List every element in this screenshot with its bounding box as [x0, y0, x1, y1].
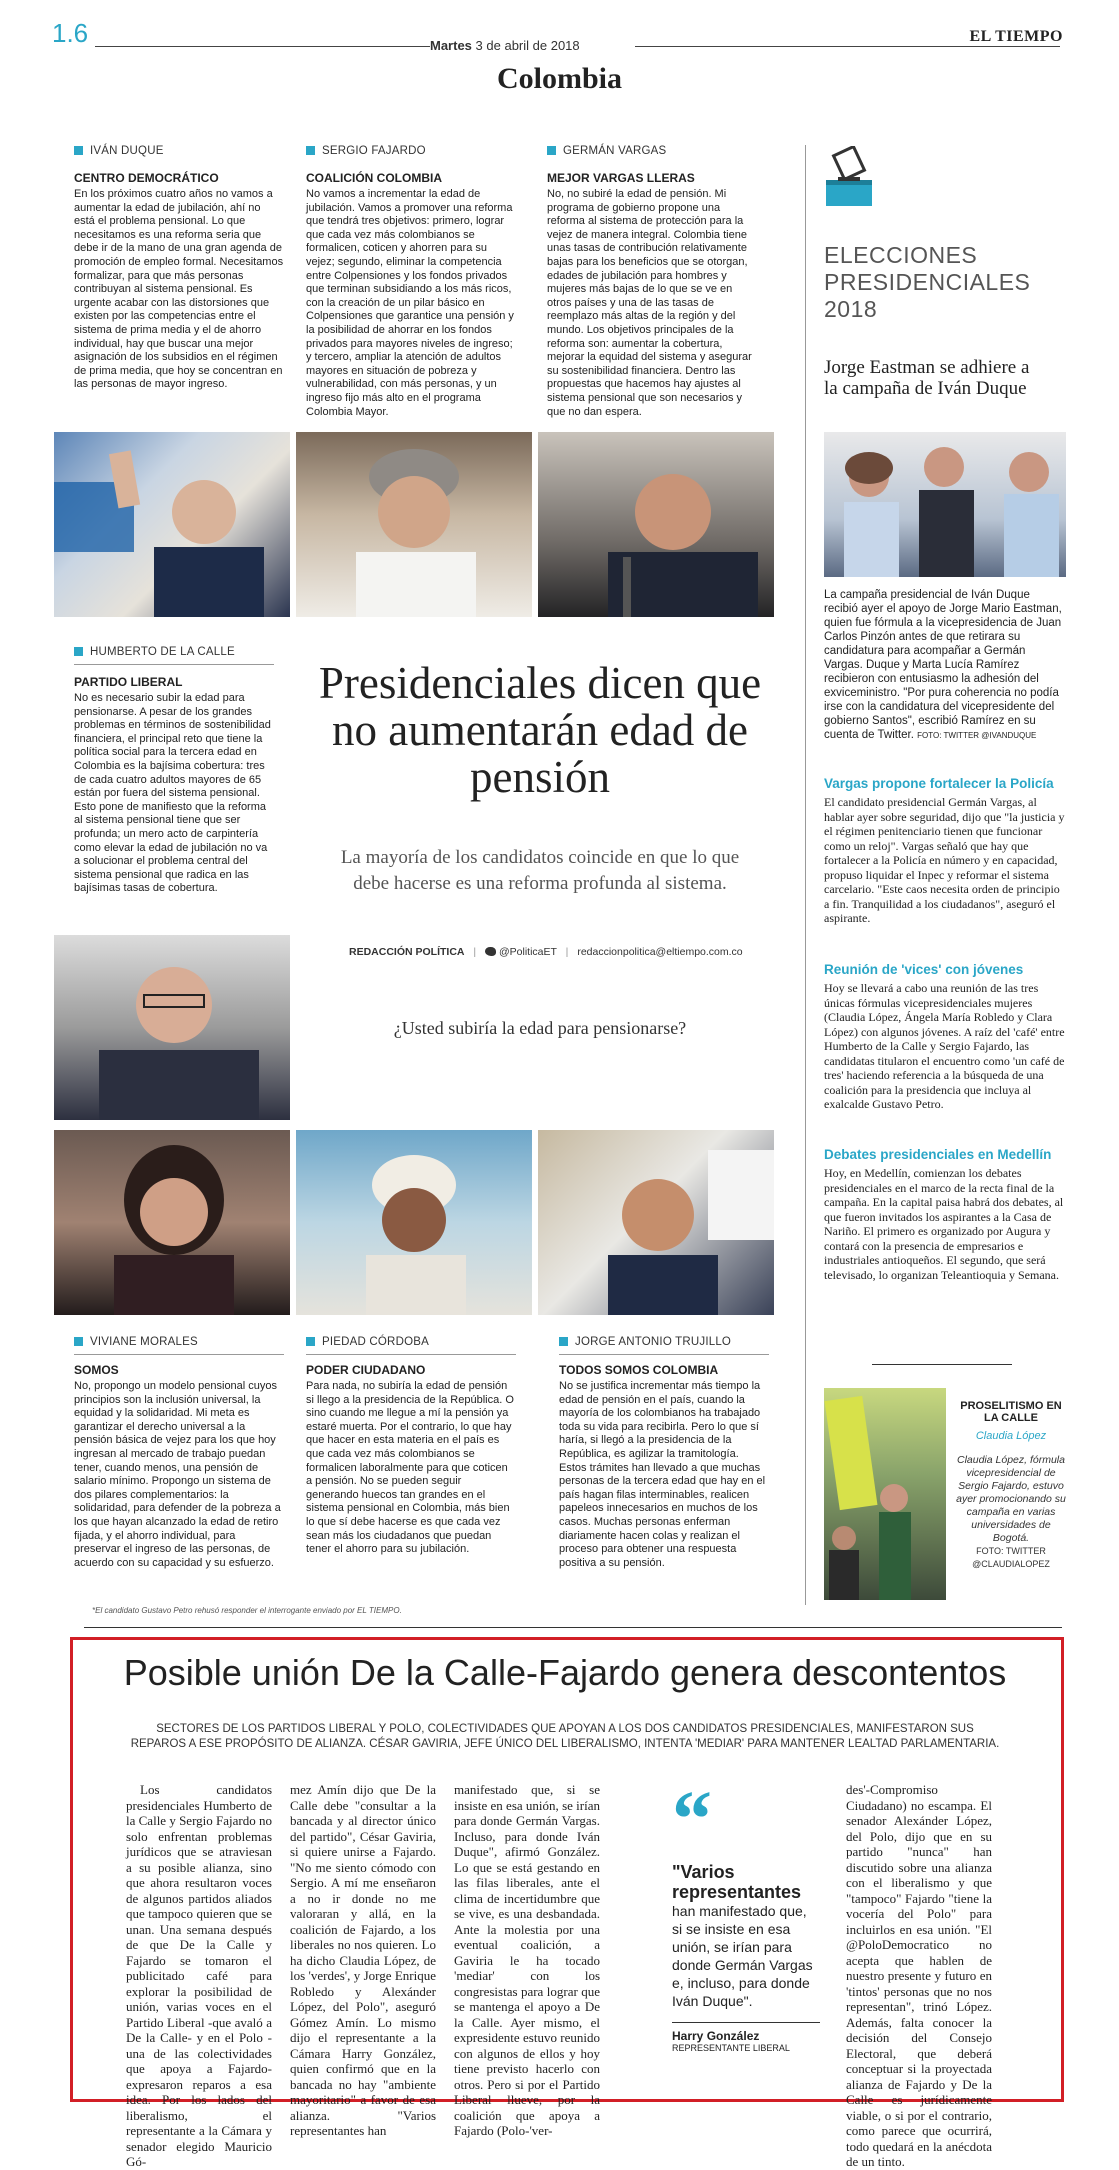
caption-name: Claudia López: [975, 1430, 1047, 1442]
candidate-party: TODOS SOMOS COLOMBIA: [559, 1363, 719, 1377]
photo-eastman-duque: [824, 432, 1066, 577]
pull-quote: [672, 1776, 820, 2053]
main-deck: La mayoría de los candidatos coincide en que lo que debe hacerse es una reforma profunda al sistema.: [340, 847, 740, 894]
candidate-party: SOMOS: [74, 1363, 119, 1377]
box-headline: Posible unión De la Calle-Fajardo genera descontentos: [123, 1652, 1007, 1693]
byline: REDACCIÓN POLÍTICA | @PoliticaET | redaccionpolitica@eltiempo.com.co: [349, 946, 743, 958]
page-number: 1.6: [52, 18, 89, 48]
cordoba-figure: [296, 1130, 532, 1315]
quote-text: han manifestado que, si se insiste en esa unión, se irían para donde Germán Vargas e, incluso, para donde Iván Duque".: [672, 1903, 813, 2009]
candidate-name: HUMBERTO DE LA CALLE: [74, 646, 274, 658]
candidate-answer: No, propongo un modelo pensional cuyos principios son la inclusión universal, la equidad y la solidaridad. Mi meta es garantizar el derecho universal a la pensión básica de vejez para los que hoy ingresan al mercado de trabajo puedan tener, cuando menos, una pensión de salario mínimo. Propongo un sistema de dos pilares complementarios: la solidaridad, para defender de la pobreza a los que hayan alcanzado la edad de retiro fijada, y el ahorro individual, para preservar el ingreso de las personas, de acuerdo con su capacidad y su esfuerzo.: [74, 1380, 281, 1569]
main-headline: Presidenciales dicen que no aumentarán edad de pensión: [318, 658, 762, 802]
delacalle-figure: [54, 935, 290, 1120]
sidebar-subhead-vargas: Vargas propone fortalecer la Policía: [824, 776, 1054, 791]
sidebar-text-1: La campaña presidencial de Iván Duque recibió ayer el apoyo de Jorge Mario Eastman, quien fue fórmula a la vicepresidencia de Juan Carlos Pinzón antes de que retirara su candidatura para acompañar a Germán Vargas. Duque y Marta Lucía Ramírez recibieron con entusiasmo la adhesión del exviceministro. "Por pura coherencia no podía irse con la candidatura del vicepresidente del gobierno Santos", escribió Ramírez en su cuenta de Twitter. FOTO: TWITTER @IVANDUQUE: [824, 589, 1062, 741]
quote-mark-icon: “: [672, 1776, 712, 1864]
lopez-crowd-figures: [824, 1388, 946, 1600]
candidate-answer: En los próximos cuatro años no vamos a aumentar la edad de jubilación, ahí no está el problema pensional. Lo que necesitamos es una reforma seria que debe ir de la mano de una gran agenda de promoción de empleo formal. Necesitamos formalizar, para que más personas contribuyan al sistema pensional. Es urgente acabar con las distorsiones que existen por las competencias entre el sistema de prima media y el de ahorro individual, hay que buscar una mejor asignación de los subsidios en el régimen de prima media, que hoy se concentran en las personas de mayor ingreso.: [74, 188, 284, 391]
column-divider: [805, 145, 806, 1605]
morales-figure: [54, 1130, 290, 1315]
candidate-answer: Para nada, no subiría la edad de pensión si llego a la presidencia de la República. O sino cuando me llegue a mí la pensión ya estaré muerta. Por el contrario, lo que hay que hacer en esta materia en el país es que cada vez más colombianos se formalicen laboralmente para que coticen a pensión. No se pueden seguir generando huecos tan grandes en el sistema pensional en Colombia, más bien lo que sí debe hacerse es que cada vez sean más los ciudadanos que puedan tener el ahorro para su jubilación.: [306, 1380, 514, 1556]
candidate-block-fajardo: [306, 145, 516, 419]
candidate-answer: No se justifica incrementar más tiempo la edad de pensión en el país, cuando la mayoría de los colombianos ha trabajado toda su vida para recibirla. Pero lo que sí haría, si llegó a la presidencia de la República, es agilizar la tramitología. Estos trámites han llevado a que muchas personas de la tercera edad que hay en el país hagan filas interminables, realicen papeleos innecesarios en muchos de los casos. Muchas personas enferman diariamente hacen colas y realizan el proceso para obtener una respuesta positiva a su pensión.: [559, 1380, 766, 1569]
candidate-name: JORGE ANTONIO TRUJILLO: [559, 1336, 769, 1348]
candidate-name: VIVIANE MORALES: [74, 1336, 284, 1348]
sidebar-subhead-debates: Debates presidenciales en Medellín: [824, 1147, 1052, 1162]
box-column-2: mez Amín dijo que De la Calle debe "consultar a la bancada y al director único del partido", César Gaviria, si quiere unirse a Fajardo. "No me siento cómodo con Sergio. A mí me enseñaron a no ir donde no me valoraran y allá, en la coalición de Fajardo, a los liberales no nos quieren. Lo ha dicho Claudia López, de los 'verdes', y Jorge Enrique Robledo y Alexánder López, del Polo", aseguró Gómez Amín. Lo mismo dijo el representante a la Cámara Harry González, quien confirmó que en la bancada no hay "ambiente mayoritario" a favor de esa alianza. "Varios representantes han: [290, 1782, 436, 2138]
box-deck: SECTORES DE LOS PARTIDOS LIBERAL Y POLO, COLECTIVIDADES QUE APOYAN A LOS DOS CANDIDATOS PRESIDENCIALES, MANIFESTARON SUS REPAROS A ESE PROPÓSITO DE ALIANZA. CÉSAR GAVIRIA, JEFE ÚNICO DEL LIBERALISMO, INTENTA 'MEDIAR' PARA MANTENER LEALTAD PARLAMENTARIA.: [130, 1723, 1000, 1750]
photo-claudia-lopez: [824, 1388, 946, 1600]
date-day: Martes: [430, 38, 472, 53]
box-column-1: Los candidatos presidenciales Humberto de la Calle y Sergio Fajardo no solo enfrentan problemas jurídicos que se atraviesan a su posible alianza, sino que ahora resultaron voces de algunos partidos aliados que tampoco quieren que se unan. Una semana después de que De la Calle y Fajardo se tomaron el publicitado café para explorar la posibilidad de unión, varias voces en el Partido Liberal -que avaló a De la Calle- y en el Polo -una de las colectividades que apoya a Fajardo- expresaron reparos a esa idea. Por los lados del liberalismo, el representante a la Cámara y senador elegido Mauricio Gó-: [126, 1782, 272, 2169]
photo-humberto-de-la-calle: [54, 935, 290, 1120]
byline-desk: REDACCIÓN POLÍTICA: [349, 946, 465, 958]
candidate-name: SERGIO FAJARDO: [306, 145, 516, 157]
candidate-answer: No vamos a incrementar la edad de jubilación. Vamos a promover una reforma que tendrá tres objetivos: primero, lograr que cada vez más colombianos se formalicen, coticen y ahorren para su vejez; segundo, eliminar la competencia entre Colpensiones y los fondos privados que terminan subsidiando a los más ricos, con la creación de un pilar básico en Colpensiones que garantice una pensión y la posibilidad de ahorrar en los fondos privados para mayores niveles de ingreso; y tercero, ampliar la atención de adultos mayores en situación de pobreza y vulnerabilidad, con más personas, y un ingreso fijo más alto en el programa Colombia Mayor.: [306, 188, 514, 418]
candidate-block-trujillo: [559, 1336, 769, 1570]
byline-email[interactable]: redaccionpolitica@eltiempo.com.co: [577, 946, 743, 958]
caption-text: Claudia López, fórmula vicepresidencial de Sergio Fajardo, estuvo ayer promocionando su campaña en varias universidades de Bogotá.: [956, 1454, 1066, 1544]
candidate-block-vargas: [547, 145, 757, 419]
box-column-3: manifestado que, si se insiste en esa unión, se irían para donde Germán Vargas. Incluso, para donde Iván Duque", afirmó González. Lo que se está gestando en las filas liberales, ante el clima de incertidumbre que se vive, es una desbandada. Ante la molestia por una eventual coalición, a Gaviria le ha tocado 'mediar' con los congresistas para lograr que se mantenga el apoyo a De la Calle. Ayer mismo, el expresidente estuvo reunido con algunos de ellos y hoy tiene previsto hacerlo con otros. Pero si por el Partido Liberal llueve, por la coalición que apoya a Fajardo (Polo-'ver-: [454, 1782, 600, 2138]
vargas-figure: [538, 432, 774, 617]
section-title: Colombia: [496, 62, 622, 95]
candidate-party: MEJOR VARGAS LLERAS: [547, 171, 695, 185]
photo-jorge-antonio-trujillo: [538, 1130, 774, 1315]
candidate-party: COALICIÓN COLOMBIA: [306, 171, 442, 185]
main-question: ¿Usted subiría la edad para pensionarse?: [393, 1018, 687, 1038]
twitter-icon: [485, 947, 496, 956]
sidebar-divider: [872, 1364, 1012, 1365]
eastman-duque-figures: [824, 432, 1066, 577]
candidate-block-cordoba: [306, 1336, 516, 1557]
caption-credit: FOTO: TWITTER @CLAUDIALOPEZ: [972, 1546, 1050, 1569]
sidebar-text-vargas: El candidato presidencial Germán Vargas, al hablar ayer sobre seguridad, dijo que "la justicia y el régimen penitenciario tienen que funcionar como un reloj". Vargas señaló que hay que fortalecer a la Policía en número y en capacidad, propuso liquidar el Inpec y reformar el sistema carcelario. "Este caos necesita orden de principio a fin. Tranquilidad a los ciudadanos", aseguró el aspirante.: [824, 795, 1065, 925]
dateline: [430, 38, 580, 53]
sidebar-headline: Jorge Eastman se adhiere a la campaña de Iván Duque: [824, 357, 1030, 399]
candidate-name: IVÁN DUQUE: [74, 145, 284, 157]
photo-credit: FOTO: TWITTER @IVANDUQUE: [917, 731, 1037, 740]
candidate-name: PIEDAD CÓRDOBA: [306, 1336, 516, 1348]
photo-piedad-cordoba: [296, 1130, 532, 1315]
fajardo-figure: [296, 432, 532, 617]
header-rule-left: [95, 46, 430, 47]
candidate-answer: No es necesario subir la edad para pensionarse. A pesar de los grandes problemas en términos de sostenibilidad financiera, el principal reto que tiene la política social para la tercera edad en Colombia es la bajísima cobertura: tres de cada cuatro adultos mayores de 65 están por fuera del sistema pensional. Esto pone de manifiesto que la reforma al sistema pensional tiene que ser profunda; un mero acto de carpintería como elevar la edad de jubilación no va a solucionar el problema central del sistema pensional que radica en las bajísimas tasas de cobertura.: [74, 692, 271, 895]
candidate-party: CENTRO DEMOCRÁTICO: [74, 171, 219, 185]
header-rule-right: [635, 46, 1060, 47]
date-rest: 3 de abril de 2018: [475, 38, 580, 53]
candidate-block-morales: [74, 1336, 284, 1570]
candidate-name: GERMÁN VARGAS: [547, 145, 757, 157]
candidate-answer: No, no subiré la edad de pensión. Mi programa de gobierno propone una reforma al sistema de protección para la vejez de manera integral. Colombia tiene unas tasas de contribución relativamente bajas para los beneficios que se otorgan, edades de jubilación para hombres y mujeres más bajas de lo que se ve en otros países y una de las tasas de reemplazo más altas de la región y del mundo. Los objetivos principales de la reforma son: aumentar la cobertura, mejorar la equidad del sistema y asegurar su sostenibilidad financiera. Dentro las propuestas que hacemos hay ajustes al sistema pensional que son necesarios y que no dan espera.: [547, 188, 752, 418]
byline-twitter[interactable]: @PoliticaET: [499, 946, 557, 958]
photo-sergio-fajardo: [296, 432, 532, 617]
masthead: EL TIEMPO: [969, 28, 1063, 45]
duque-figure: [54, 432, 290, 617]
quote-author: Harry González: [672, 2029, 760, 2043]
photo-caption-block: [952, 1400, 1070, 1571]
candidate-party: PODER CIUDADANO: [306, 1363, 426, 1377]
candidate-party: PARTIDO LIBERAL: [74, 675, 183, 689]
photo-ivan-duque: [54, 432, 290, 617]
quote-lead: "Varios representantes: [672, 1862, 802, 1902]
sidebar-text-vices: Hoy se llevará a cabo una reunión de las tres únicas fórmulas vicepresidenciales mujeres (Claudia López, Ángela María Robledo y Clara López) con algunos jóvenes. A raíz del 'café' entre Humberto de la Calle y Sergio Fajardo, las candidatas titularon el encuentro como 'un café de tres' haciendo referencia a la búsqueda de una coalición para la presidencia que incluya al exalcalde Gustavo Petro.: [824, 981, 1065, 1111]
elections-label: ELECCIONES PRESIDENCIALES 2018: [824, 242, 1031, 322]
box-top-rule: [84, 1627, 1062, 1628]
footnote: *El candidato Gustavo Petro rehusó responder el interrogante enviado por EL TIEMPO.: [92, 1606, 402, 1615]
quote-role: REPRESENTANTE LIBERAL: [672, 2043, 790, 2053]
candidate-block-duque: [74, 145, 284, 392]
sidebar-text-debates: Hoy, en Medellín, comienzan los debates presidenciales en el marco de la recta final de la campaña. En la capital paisa habrá dos debates, al que fueron invitados los aspirantes a la Casa de Nariño. El primero es organizado por Augura y contará con la presencia de empresarios e industriales antioqueños. El segundo, que será televisado, lo organizan Teleantioquia y Semana.: [824, 1166, 1064, 1282]
photo-viviane-morales: [54, 1130, 290, 1315]
photo-german-vargas: [538, 432, 774, 617]
ballot-box-icon: [824, 146, 874, 213]
box-column-5: des'-Compromiso Ciudadano) no escampa. El senador Alexánder López, del Polo, dijo que en su partido "nunca" han discutido sobre una alianza con el liberalismo y que "tampoco" Fajardo "tiene la vocería del Polo" para incluirlos en esa unión. "El @PoloDemocratico no acepta que hablen de nuestro presente y futuro en 'tintos' personas que no nos representan", trinó López. Además, falta conocer la decisión del Consejo Electoral, que deberá conceptuar si la proyectada alianza de Fajardo y De la Calle es jurídicamente viable, o si por el contrario, como parece que ocurrirá, todo quedará en la anécdota de un tinto.: [846, 1782, 992, 2169]
sidebar-subhead-vices: Reunión de 'vices' con jóvenes: [824, 962, 1024, 977]
trujillo-figure: [538, 1130, 774, 1315]
caption-title: PROSELITISMO EN LA CALLE: [960, 1400, 1062, 1424]
candidate-block-delacalle: [74, 646, 274, 896]
